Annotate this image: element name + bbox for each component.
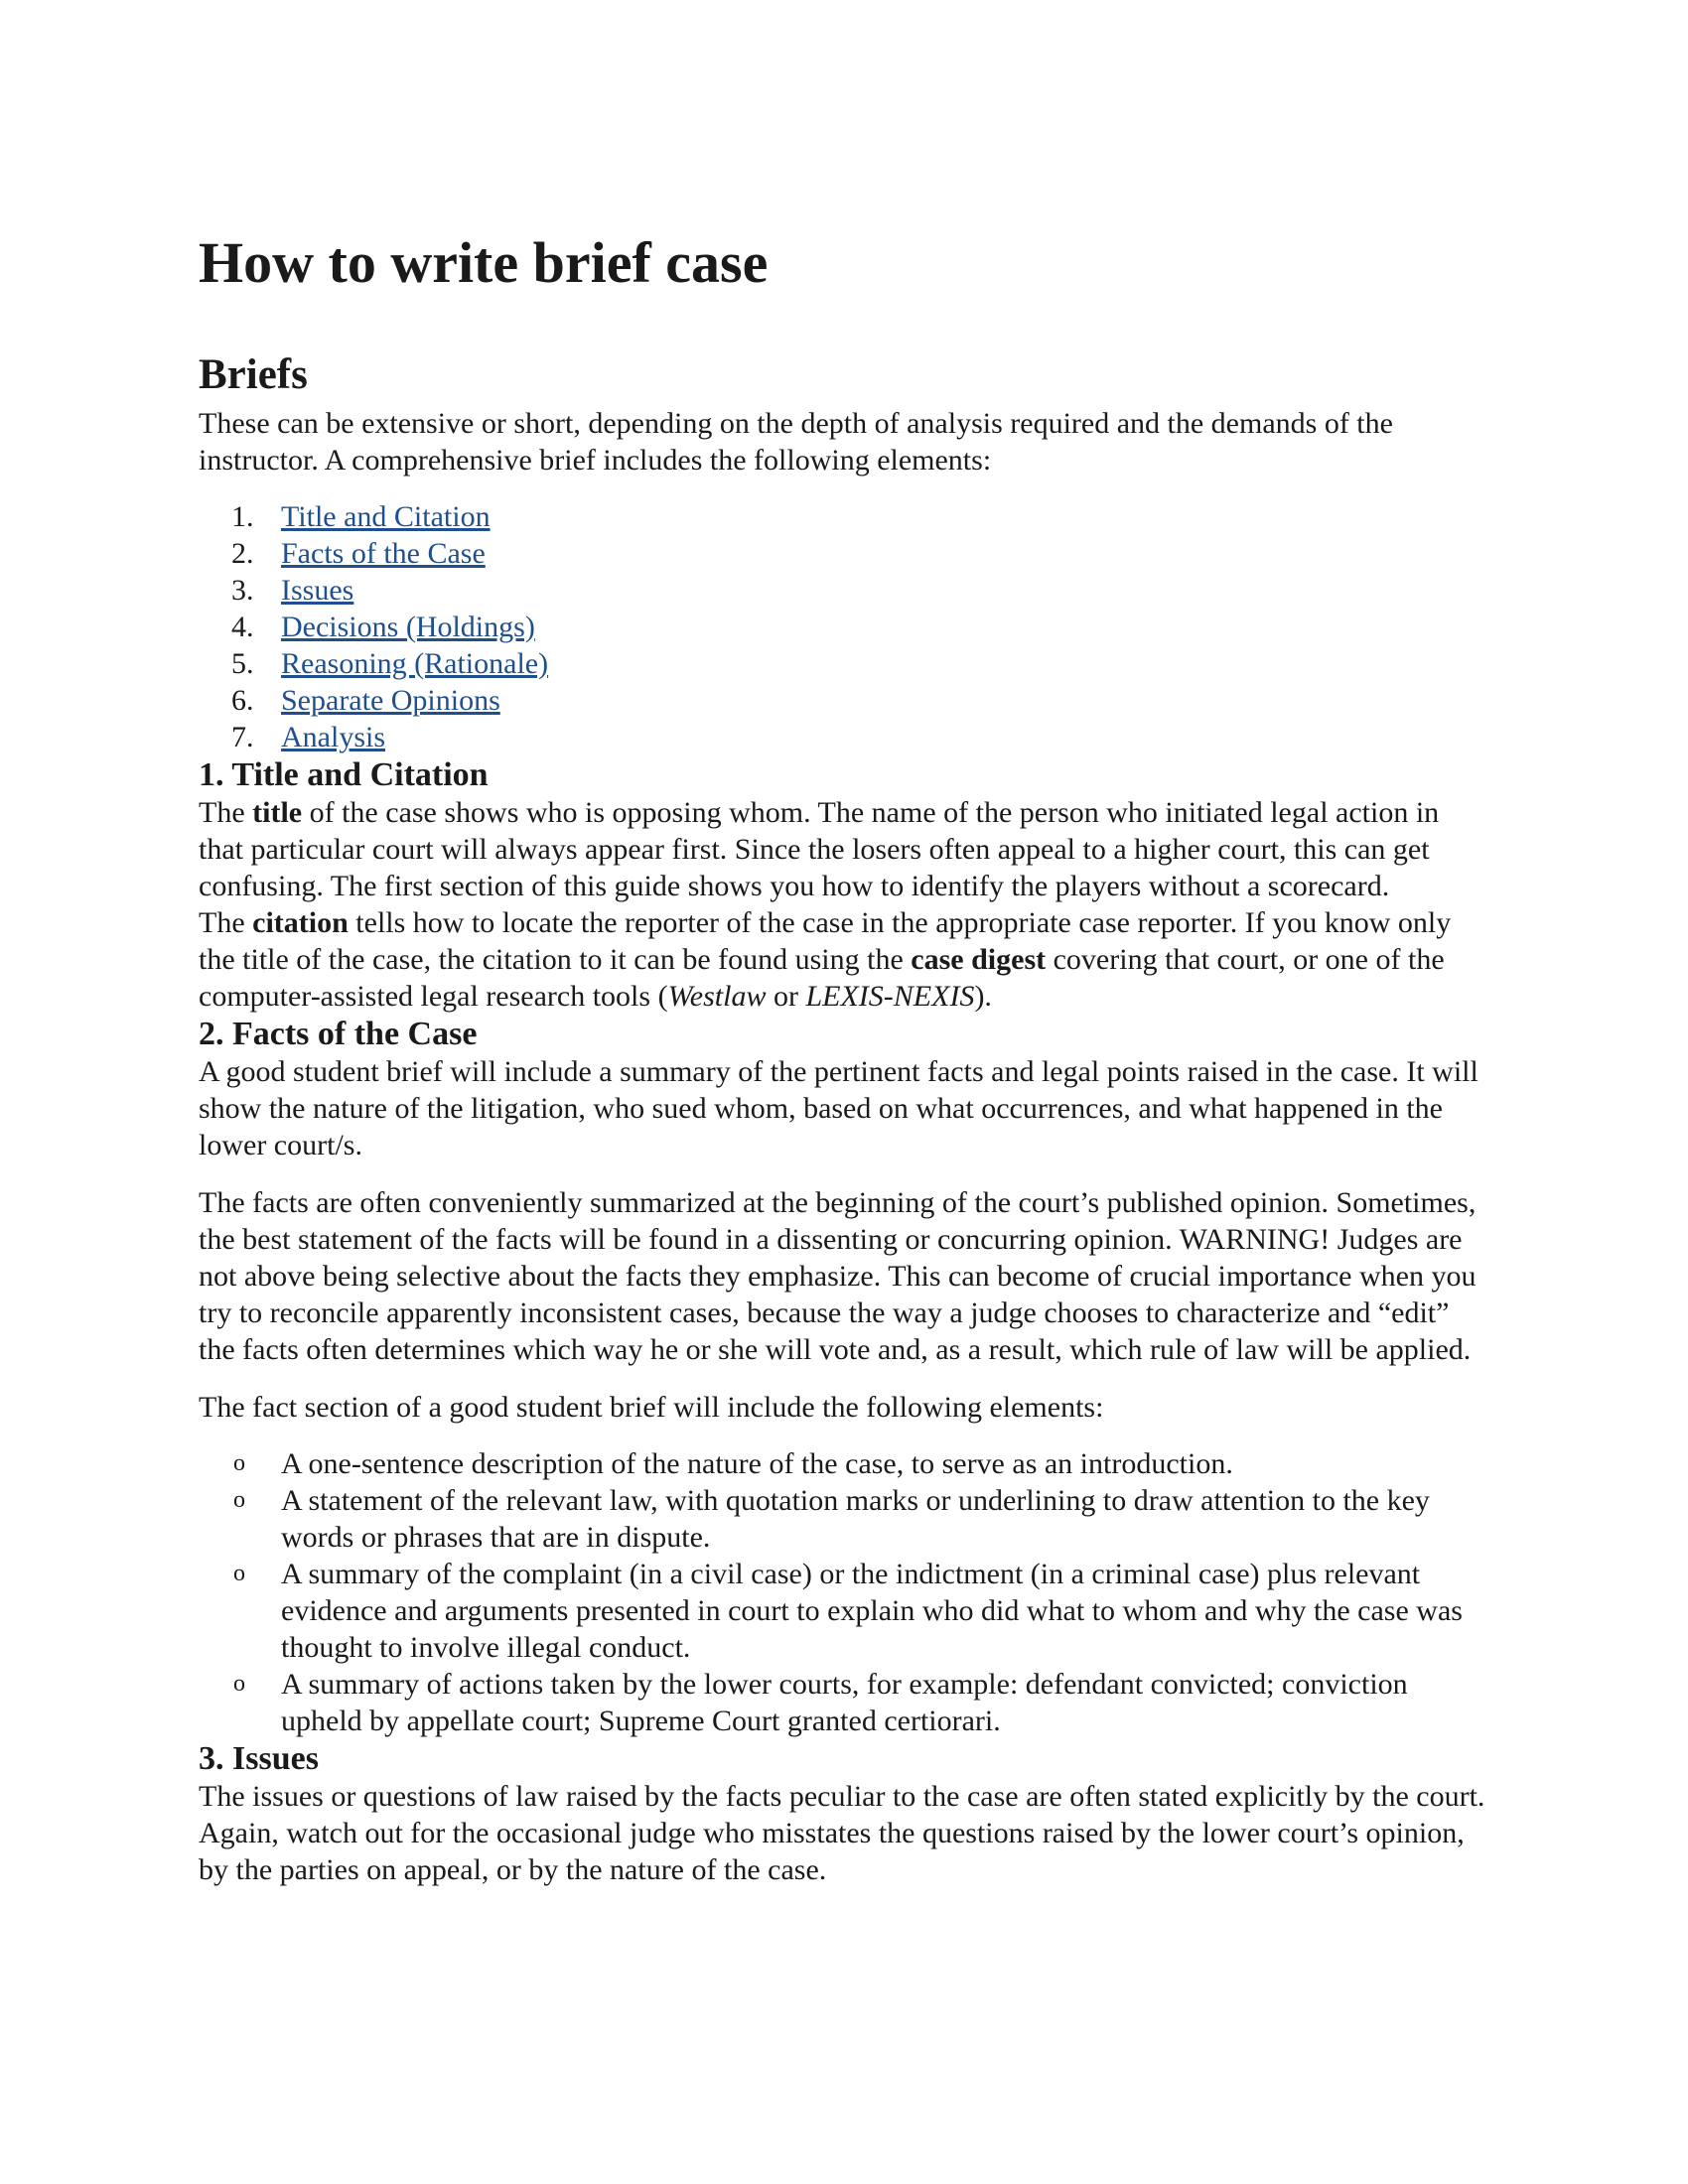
toc-item	[199, 572, 1489, 609]
list-item	[199, 1482, 1489, 1556]
text-run: ).	[974, 980, 992, 1013]
toc-link-facts[interactable]: Facts of the Case	[281, 537, 486, 570]
bullet-text: A summary of actions taken by the lower courts, for example: defendant convicted; conviction upheld by appellate court; Supreme Court granted certiorari.	[281, 1668, 1408, 1737]
toc-item	[199, 498, 1489, 535]
bullet-text: A summary of the complaint (in a civil case) or the indictment (in a criminal case) plus relevant evidence and arguments presented in court to explain who did what to whom and why the case was thought to involve illegal conduct.	[281, 1558, 1463, 1664]
facts-bullet-list	[199, 1445, 1489, 1739]
toc-number: 6.	[231, 684, 254, 717]
list-item	[199, 1445, 1489, 1482]
toc-link-separate-opinions[interactable]: Separate Opinions	[281, 684, 500, 717]
text-run: or	[766, 980, 806, 1013]
italic-westlaw: Westlaw	[667, 980, 767, 1013]
bold-term-title: title	[252, 796, 303, 829]
bold-term-citation: citation	[252, 906, 349, 939]
text-run: covering that court, or one of the computer-assisted legal research tools (	[199, 943, 1445, 1013]
italic-lexis-nexis: LEXIS-NEXIS	[805, 980, 975, 1013]
title-paragraph	[199, 794, 1489, 904]
bullet-marker: o	[233, 1450, 245, 1476]
issues-paragraph: The issues or questions of law raised by the facts peculiar to the case are often stated explicitly by the court. Again, watch out for the occasional judge who misstates the questions raised by the lower court’s opinion, by the parties on appeal, or by the nature of the case.	[199, 1780, 1485, 1886]
toc-item	[199, 682, 1489, 719]
toc-list	[199, 498, 1489, 755]
toc-link-title-citation[interactable]: Title and Citation	[281, 500, 491, 533]
briefs-intro: These can be extensive or short, depending on the depth of analysis required and the demands of the instructor. A comprehensive brief includes the following elements:	[199, 407, 1393, 477]
bold-term-case-digest: case digest	[911, 943, 1047, 976]
text-run: of the case shows who is opposing whom. The name of the person who initiated legal action in that particular court will always appear first. Since the losers often appeal to a higher court, this can get confusing. The first section of this guide shows you how to identify the players without a scorecard.	[199, 796, 1440, 902]
text-run: The	[199, 796, 253, 829]
bullet-marker: o	[233, 1671, 245, 1697]
section-facts-heading: 2. Facts of the Case	[199, 1016, 478, 1052]
briefs-heading: Briefs	[199, 351, 308, 398]
facts-paragraph-2: The facts are often conveniently summarized at the beginning of the court’s published opinion. Sometimes, the best statement of the facts will be found in a dissenting or concurring opinion. WARNING! Judges are not above being selective about the facts they emphasize. This can become of crucial importance when you try to reconcile apparently inconsistent cases, because the way a judge chooses to characterize and “edit” the facts often determines which way he or she will vote and, as a result, which rule of law will be applied.	[199, 1186, 1477, 1366]
toc-link-issues[interactable]: Issues	[281, 574, 354, 607]
text-run: The	[199, 906, 253, 939]
document-page	[199, 228, 1489, 1888]
bullet-text: A statement of the relevant law, with quotation marks or underlining to draw attention to the key words or phrases that are in dispute.	[281, 1484, 1430, 1554]
toc-number: 3.	[231, 574, 254, 607]
text-run: tells how to locate the reporter of the case in the appropriate case reporter. If you know only the title of the case, the citation to it can be found using the	[199, 906, 1452, 976]
list-item	[199, 1556, 1489, 1666]
toc-number: 1.	[231, 500, 254, 533]
toc-number: 4.	[231, 611, 254, 643]
toc-item	[199, 719, 1489, 755]
list-item	[199, 1666, 1489, 1739]
facts-paragraph-1: A good student brief will include a summary of the pertinent facts and legal points raised in the case. It will show the nature of the litigation, who sued whom, based on what occurrences, and what happened in the lower court/s.	[199, 1055, 1478, 1161]
section-title-citation-heading: 1. Title and Citation	[199, 756, 489, 793]
bullet-marker: o	[233, 1487, 245, 1513]
document-title: How to write brief case	[199, 230, 769, 295]
toc-number: 5.	[231, 647, 254, 680]
toc-link-decisions[interactable]: Decisions (Holdings)	[281, 611, 535, 643]
bullet-text: A one-sentence description of the nature of the case, to serve as an introduction.	[281, 1447, 1233, 1480]
toc-number: 7.	[231, 721, 254, 753]
toc-item	[199, 645, 1489, 682]
citation-paragraph	[199, 904, 1489, 1015]
toc-item	[199, 609, 1489, 645]
toc-link-reasoning[interactable]: Reasoning (Rationale)	[281, 647, 549, 680]
toc-item	[199, 535, 1489, 572]
facts-paragraph-3: The fact section of a good student brief will include the following elements:	[199, 1391, 1104, 1424]
bullet-marker: o	[233, 1561, 245, 1586]
section-issues-heading: 3. Issues	[199, 1740, 319, 1777]
toc-link-analysis[interactable]: Analysis	[281, 721, 385, 753]
toc-number: 2.	[231, 537, 254, 570]
